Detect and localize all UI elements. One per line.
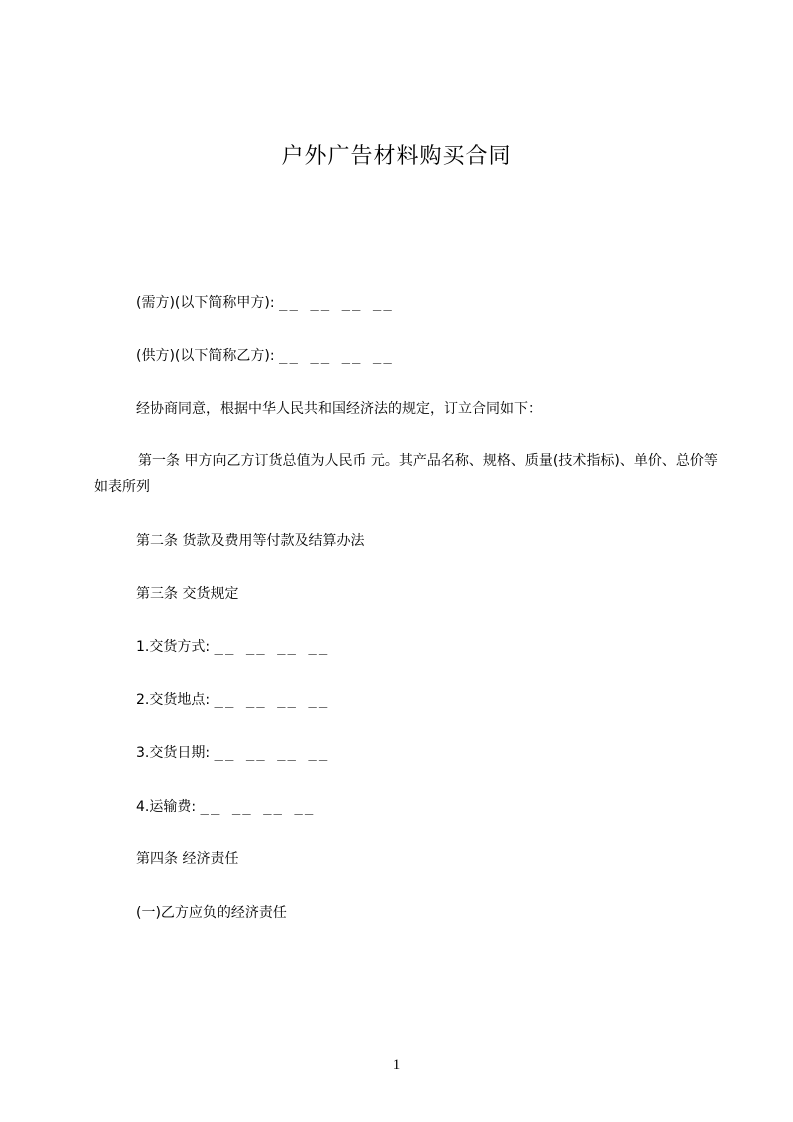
seller-label: (供方)(以下简称乙方): [136,348,275,364]
delivery-method-label: 1.交货方式: [136,639,211,655]
delivery-method-blank: __ __ __ __ [214,639,330,655]
buyer-label: (需方)(以下简称甲方): [136,295,275,311]
article-3-heading: 第三条 交货规定 [136,586,239,602]
seller-blank: __ __ __ __ [279,348,394,364]
buyer-line [136,292,394,314]
delivery-place-blank: __ __ __ __ [214,692,330,708]
delivery-place-label: 2.交货地点: [136,692,211,708]
delivery-date-line [136,742,329,764]
transport-fee-line [136,796,315,818]
transport-fee-blank: __ __ __ __ [200,799,316,815]
article-2-heading: 第二条 货款及费用等付款及结算办法 [136,533,365,549]
article-1-paragraph: 第一条 甲方向乙方订货总值为人民币 元。其产品名称、规格、质量(技术指标)、单价、总价等如表所列 [94,453,718,495]
page-number: 1 [392,1057,401,1073]
buyer-blank: __ __ __ __ [279,295,394,311]
transport-fee-label: 4.运输费: [136,799,197,815]
section-1-heading: (一)乙方应负的经济责任 [136,905,287,921]
seller-line [136,345,394,367]
intro-paragraph: 经协商同意，根据中华人民共和国经济法的规定，订立合同如下： [136,401,542,417]
article-4-heading: 第四条 经济责任 [136,851,239,867]
delivery-date-label: 3.交货日期: [136,745,211,761]
delivery-method-line [136,636,329,658]
delivery-date-blank: __ __ __ __ [214,745,330,761]
document-title: 户外广告材料购买合同 [281,144,512,169]
delivery-place-line [136,689,329,711]
